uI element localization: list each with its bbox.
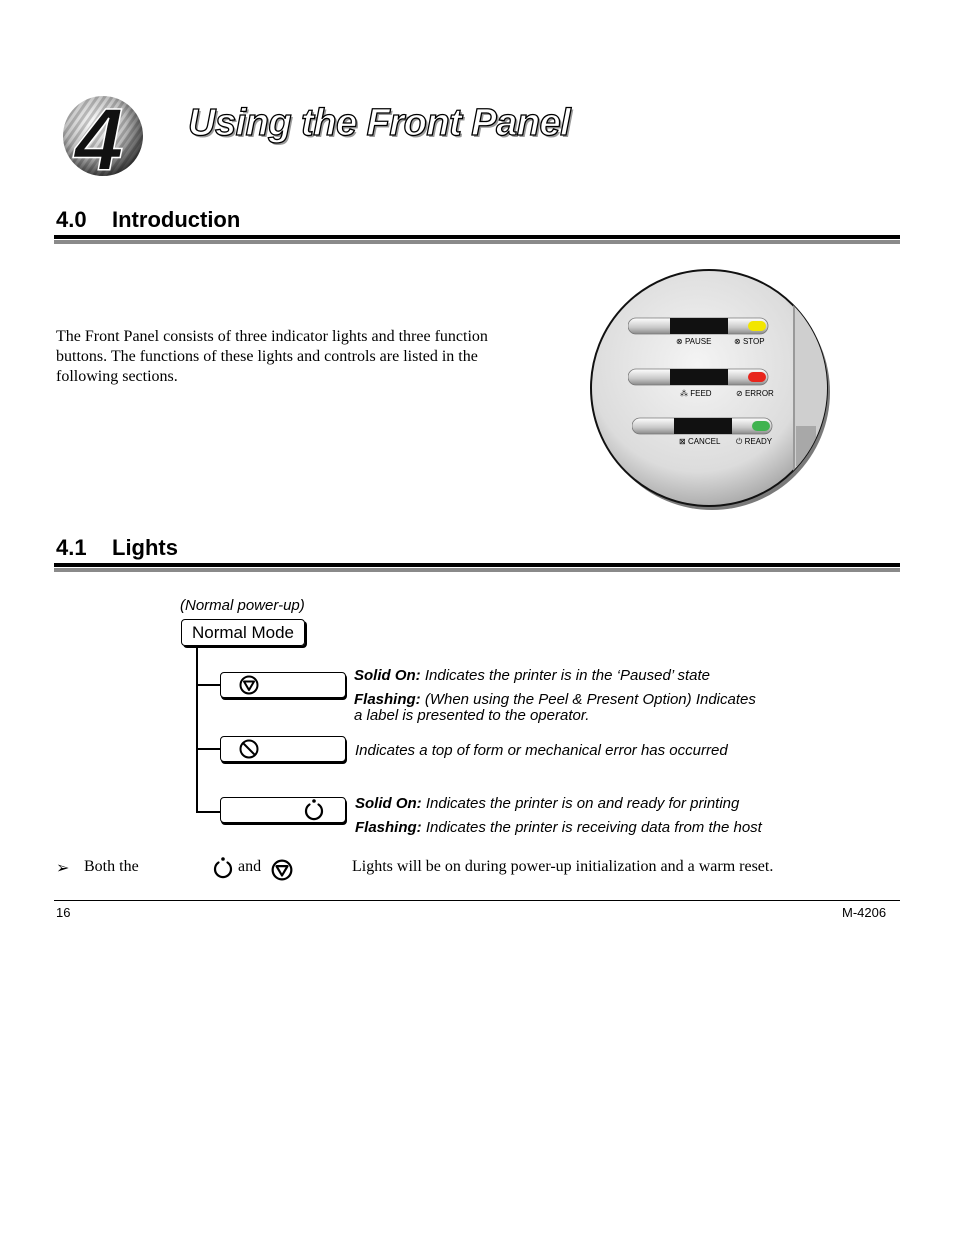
footer-rule <box>54 900 900 901</box>
error-icon: ⊘ <box>736 389 743 398</box>
chapter-number: 4 <box>74 92 124 178</box>
cancel-ready-button <box>632 416 777 436</box>
bullet-conj-text: and <box>238 858 262 875</box>
tree-trunk <box>196 646 198 812</box>
section-title: Introduction <box>112 207 241 232</box>
intro-paragraph: The Front Panel consists of three indicator lights and three function buttons. The functions of these lights and controls are listed in the following sections. <box>56 328 488 385</box>
bullet-marker: ➢ <box>56 860 70 877</box>
tree-branch <box>196 748 221 750</box>
feed-error-button <box>628 367 773 387</box>
section-title: Lights <box>112 535 178 560</box>
stop-icon <box>239 675 259 695</box>
desc-text: Indicates the printer is in the ‘Paused’ state <box>420 667 711 684</box>
ready-label: READY <box>744 437 773 446</box>
ready-light-desc-line2 <box>355 819 762 836</box>
led-yellow <box>748 321 766 331</box>
pause-label: PAUSE <box>684 337 712 346</box>
feed-icon: ⁂ <box>680 389 688 398</box>
led-red <box>748 372 766 382</box>
section-number: 4.1 <box>56 535 87 560</box>
pause-stop-button <box>628 316 773 336</box>
section-rule <box>54 563 900 572</box>
error-light-box <box>220 736 346 762</box>
bullet-lead-text: Both the <box>84 858 139 875</box>
led-green <box>752 421 770 431</box>
desc-text: Indicates the printer is receiving data from the host <box>421 819 762 836</box>
desc-label: Solid On: <box>354 667 421 684</box>
page-number: 16 <box>56 905 71 920</box>
ready-icon <box>211 856 235 880</box>
tree-branch <box>196 811 221 813</box>
stop-light-desc-line2 <box>354 691 756 708</box>
ready-light-desc-line1 <box>355 795 739 812</box>
front-panel-controls <box>584 266 834 516</box>
error-icon <box>239 739 259 759</box>
normal-mode-box: Normal Mode <box>181 619 305 646</box>
cancel-icon: ⊠ <box>679 437 686 446</box>
stop-light-desc-line3: a label is presented to the operator. <box>354 707 590 724</box>
section-heading-lights <box>56 537 178 559</box>
bullet-tail-text: Lights will be on during power-up initialization and a warm reset. <box>352 858 774 875</box>
stop-icon: ⊗ <box>734 337 741 346</box>
stop-label: STOP <box>742 337 765 346</box>
diagram-caption: (Normal power-up) <box>180 597 305 614</box>
desc-text: Indicates the printer is on and ready for printing <box>421 795 740 812</box>
chapter-number-badge <box>55 92 147 178</box>
ready-icon: ⏻ <box>736 437 743 446</box>
desc-label: Flashing: <box>355 819 422 836</box>
ready-light-box <box>220 797 346 823</box>
feed-label: FEED <box>690 389 712 398</box>
desc-text: (When using the Peel & Present Option) Indicates <box>420 691 756 708</box>
stop-light-desc-line1 <box>354 667 710 684</box>
section-heading-introduction <box>56 209 240 231</box>
error-label: ERROR <box>744 389 774 398</box>
desc-label: Solid On: <box>355 795 422 812</box>
ready-icon <box>302 798 326 822</box>
pause-icon: ⊗ <box>676 337 683 346</box>
chapter-title: Using the Front Panel <box>188 102 571 144</box>
section-number: 4.0 <box>56 207 87 232</box>
stop-icon <box>271 859 293 881</box>
document-id: M-4206 <box>842 905 887 920</box>
desc-label: Flashing: <box>354 691 421 708</box>
cancel-label: CANCEL <box>687 437 721 446</box>
error-light-desc: Indicates a top of form or mechanical error has occurred <box>355 742 728 759</box>
stop-light-box <box>220 672 346 698</box>
tree-branch <box>196 684 221 686</box>
section-rule <box>54 235 900 244</box>
